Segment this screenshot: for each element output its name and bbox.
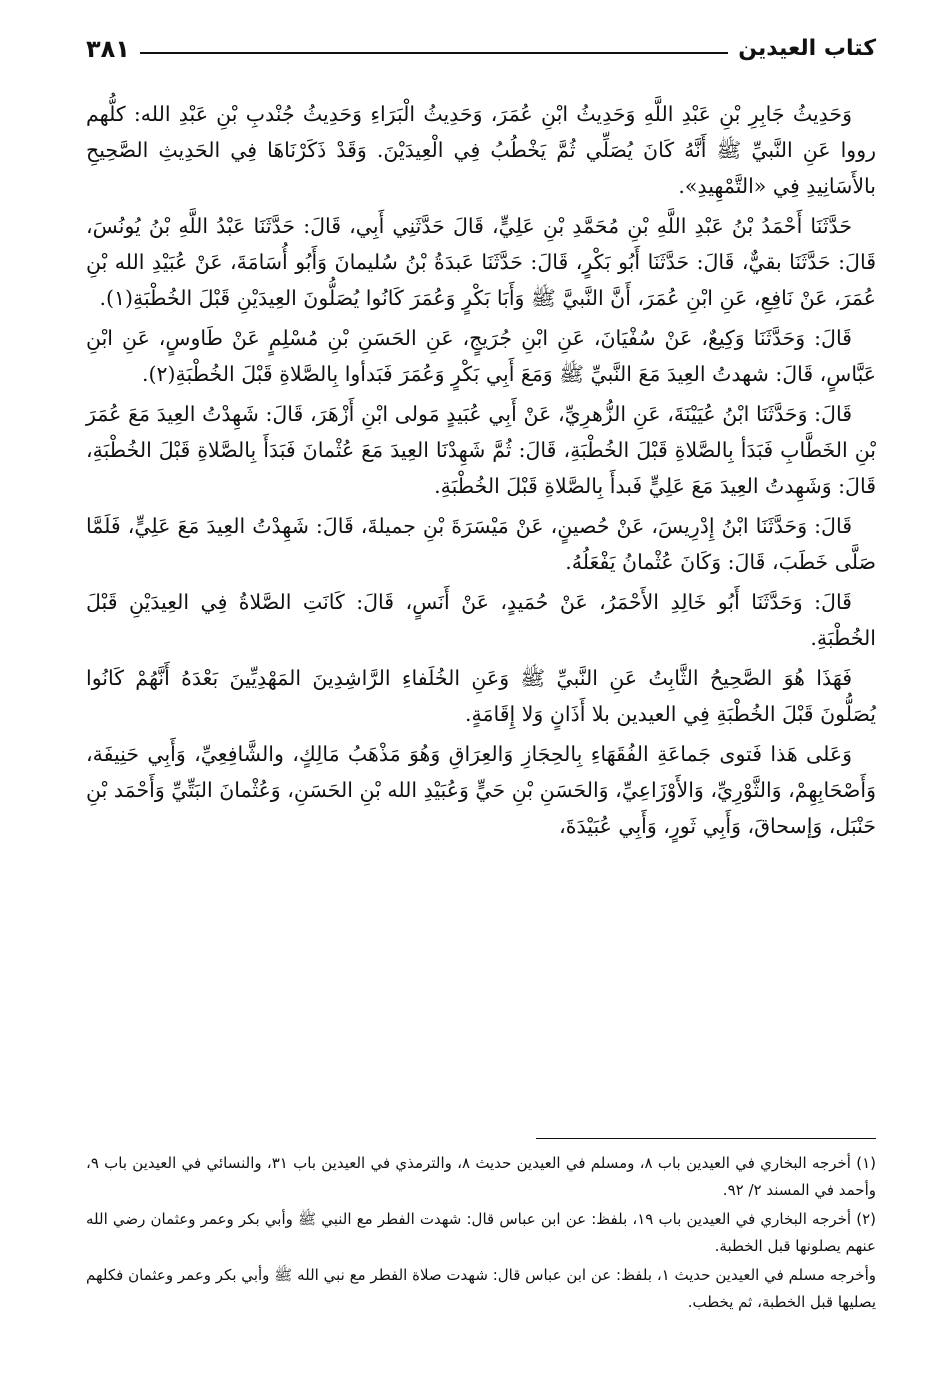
paragraph: فَهَذَا هُوَ الصَّحِيحُ الثَّابِتُ عَنِ النَّبيِّ ﷺ وَعَنِ الخُلَفاءِ الرَّاشِدِينَ المَهْدِيِّينَ بَعْدَهُ أَنَّهُمْ كَانُوا يُصَلُّونَ قَبْلَ الخُطْبَةِ فِي العيدين بلا أَذَانٍ وَلا إِقَامَةٍ. (86, 666, 876, 726)
paragraph: قَالَ: وَحَدَّثَنَا أَبُو خَالِدِ الأَحْمَرُ، عَنْ حُمَيدٍ، عَنْ أَنَسٍ، قَالَ: كَانَتِ الصَّلاةُ فِي العِيدَيْنِ قَبْلَ الخُطْبَةِ. (86, 590, 876, 650)
running-header (86, 28, 876, 62)
footnote: (٢) أخرجه البخاري في العيدين باب ١٩، بلفظ: عن ابن عباس قال: شهدت الفطر مع النبي ﷺ وأبي بكر وعمر وعثمان رضي الله عنهم يصلونها قبل الخطبة. (86, 1210, 876, 1255)
header-rule (140, 52, 728, 54)
footnote: (١) أخرجه البخاري في العيدين باب ٨، ومسلم في العيدين حديث ٨، والترمذي في العيدين باب ٣١، والنسائي في العيدين باب ٩، وأحمد في المسند ٢/ ٩٢. (86, 1154, 877, 1199)
page-number: ٣٨١ (86, 35, 130, 63)
main-text (86, 96, 876, 848)
paragraph: قَالَ: وَحَدَّثَنَا ابْنُ عُيَيْنَةَ، عَنِ الزُّهرِيِّ، عَنْ أَبِي عُبَيدٍ مَولى ابْنِ أَزْهَرَ، قَالَ: شَهِدْتُ العِيدَ مَعَ عُمَرَ بْنِ الخَطَّابِ فَبَدَأ بِالصَّلاةِ قَبْلَ الخُطْبَةِ، قَالَ: ثُمَّ شَهِدْنَا العِيدَ مَعَ عُثْمانَ فَبَدَأَ بِالصَّلاةِ قَبْلَ الخُطْبَةِ، قَالَ: وَشَهِدتُ العِيدَ مَعَ عَلِيٍّ فَبدأَ بِالصَّلاةِ قَبْلَ الخُطْبَةِ. (86, 402, 876, 498)
footnotes (86, 1150, 876, 1318)
footnote: وأخرجه مسلم في العيدين حديث ١، بلفظ: عن ابن عباس قال: شهدت صلاة الفطر مع نبي الله ﷺ وأبي بكر وعمر وعثمان فكلهم يصليها قبل الخطبة، ثم يخطب. (86, 1266, 876, 1311)
chapter-title: كتاب العيدين (738, 36, 876, 61)
footnote-divider (536, 1138, 876, 1139)
paragraph: قَالَ: وَحَدَّثَنَا وَكِيعٌ، عَنْ سُفْيَانَ، عَنِ ابْنِ جُرَيجٍ، عَنِ الحَسَنِ بْنِ مُسْلِمٍ عَنْ طَاوسٍ، عَنِ ابْنِ عَبَّاسٍ، قَالَ: شهدتُ العِيدَ مَعَ النَّبيِّ ﷺ وَمَعَ أَبِي بَكْرٍ وَعُمَرَ فَبَدأوا بِالصَّلاةِ قَبْلَ الخُطْبَةِ(٢). (86, 326, 876, 386)
paragraph: وَعَلى هَذا فَتوى جَماعَةِ الفُقَهَاءِ بِالحِجَازِ وَالعِرَاقِ وَهُوَ مَذْهَبُ مَالِكٍ، والشَّافِعِيِّ، وَأَبِي حَنِيفَة، وَأَصْحَابِهِمْ، وَالثَّوْرِيِّ، وَالأَوْزَاعِيِّ، وَالحَسَنِ بْنِ حَيٍّ وَعُبَيْدِ الله بْنِ الحَسَنِ، وَعُثْمانَ البَتِّيِّ وَأَحْمَد بْنِ حَنْبَل، وَإسحاقَ، وَأَبِي ثَورٍ، وَأَبِي عُبَيْدَةَ، (86, 742, 876, 838)
paragraph: قَالَ: وَحَدَّثَنَا ابْنُ إِدْرِيسَ، عَنْ حُصينٍ، عَنْ مَيْسَرَةَ بْنِ جميلةَ، قَالَ: شَهِدْتُ العِيدَ مَعَ عَلِيٍّ، فَلَمَّا صَلَّى خَطَبَ، قَالَ: وَكَانَ عُثْمانُ يَفْعَلُهُ. (86, 514, 876, 574)
paragraph: حَدَّثَنَا أَحْمَدُ بْنُ عَبْدِ اللَّهِ بْنِ مُحَمَّدِ بْنِ عَلِيٍّ، قَالَ حَدَّثَنِي أَبِي، قَالَ: حَدَّثَنَا عَبْدُ اللَّهِ بْنُ يُونُسَ، قَالَ: حَدَّثَنَا بقيٌّ، قَالَ: حَدَّثَنَا أَبُو بَكْرٍ، قَالَ: حَدَّثَنَا عَبدَةُ بْنُ سُليمانَ وَأَبُو أُسَامَةَ، عَنْ عُبَيْدِ الله بْنِ عُمَرَ، عَنْ نَافِعِ، عَنِ ابْنِ عُمَرَ، أَنَّ النَّبيَّ ﷺ وَأَبَا بَكْرٍ وَعُمَرَ كَانُوا يُصَلُّونَ العِيدَيْنِ قَبْلَ الخُطْبَةِ(١). (86, 214, 876, 310)
paragraph: وَحَدِيثُ جَابِرِ بْنِ عَبْدِ اللَّهِ وَحَدِيثُ ابْنِ عُمَرَ، وَحَدِيثُ الْبَرَاءِ وَحَدِيثُ جُنْدبِ بْنِ عَبْدِ الله: كلُّهم رووا عَنِ النَّبيِّ ﷺ أَنَّهُ كَانَ يُصَلِّي ثُمَّ يَخْطُبُ فِي الْعِيدَيْنَ. وَقَدْ ذَكَرْنَاهَا فِي الحَدِيثِ الصَّحِيحِ بالأَسَانِيدِ فِي «التَّمْهِيدِ». (86, 102, 876, 198)
